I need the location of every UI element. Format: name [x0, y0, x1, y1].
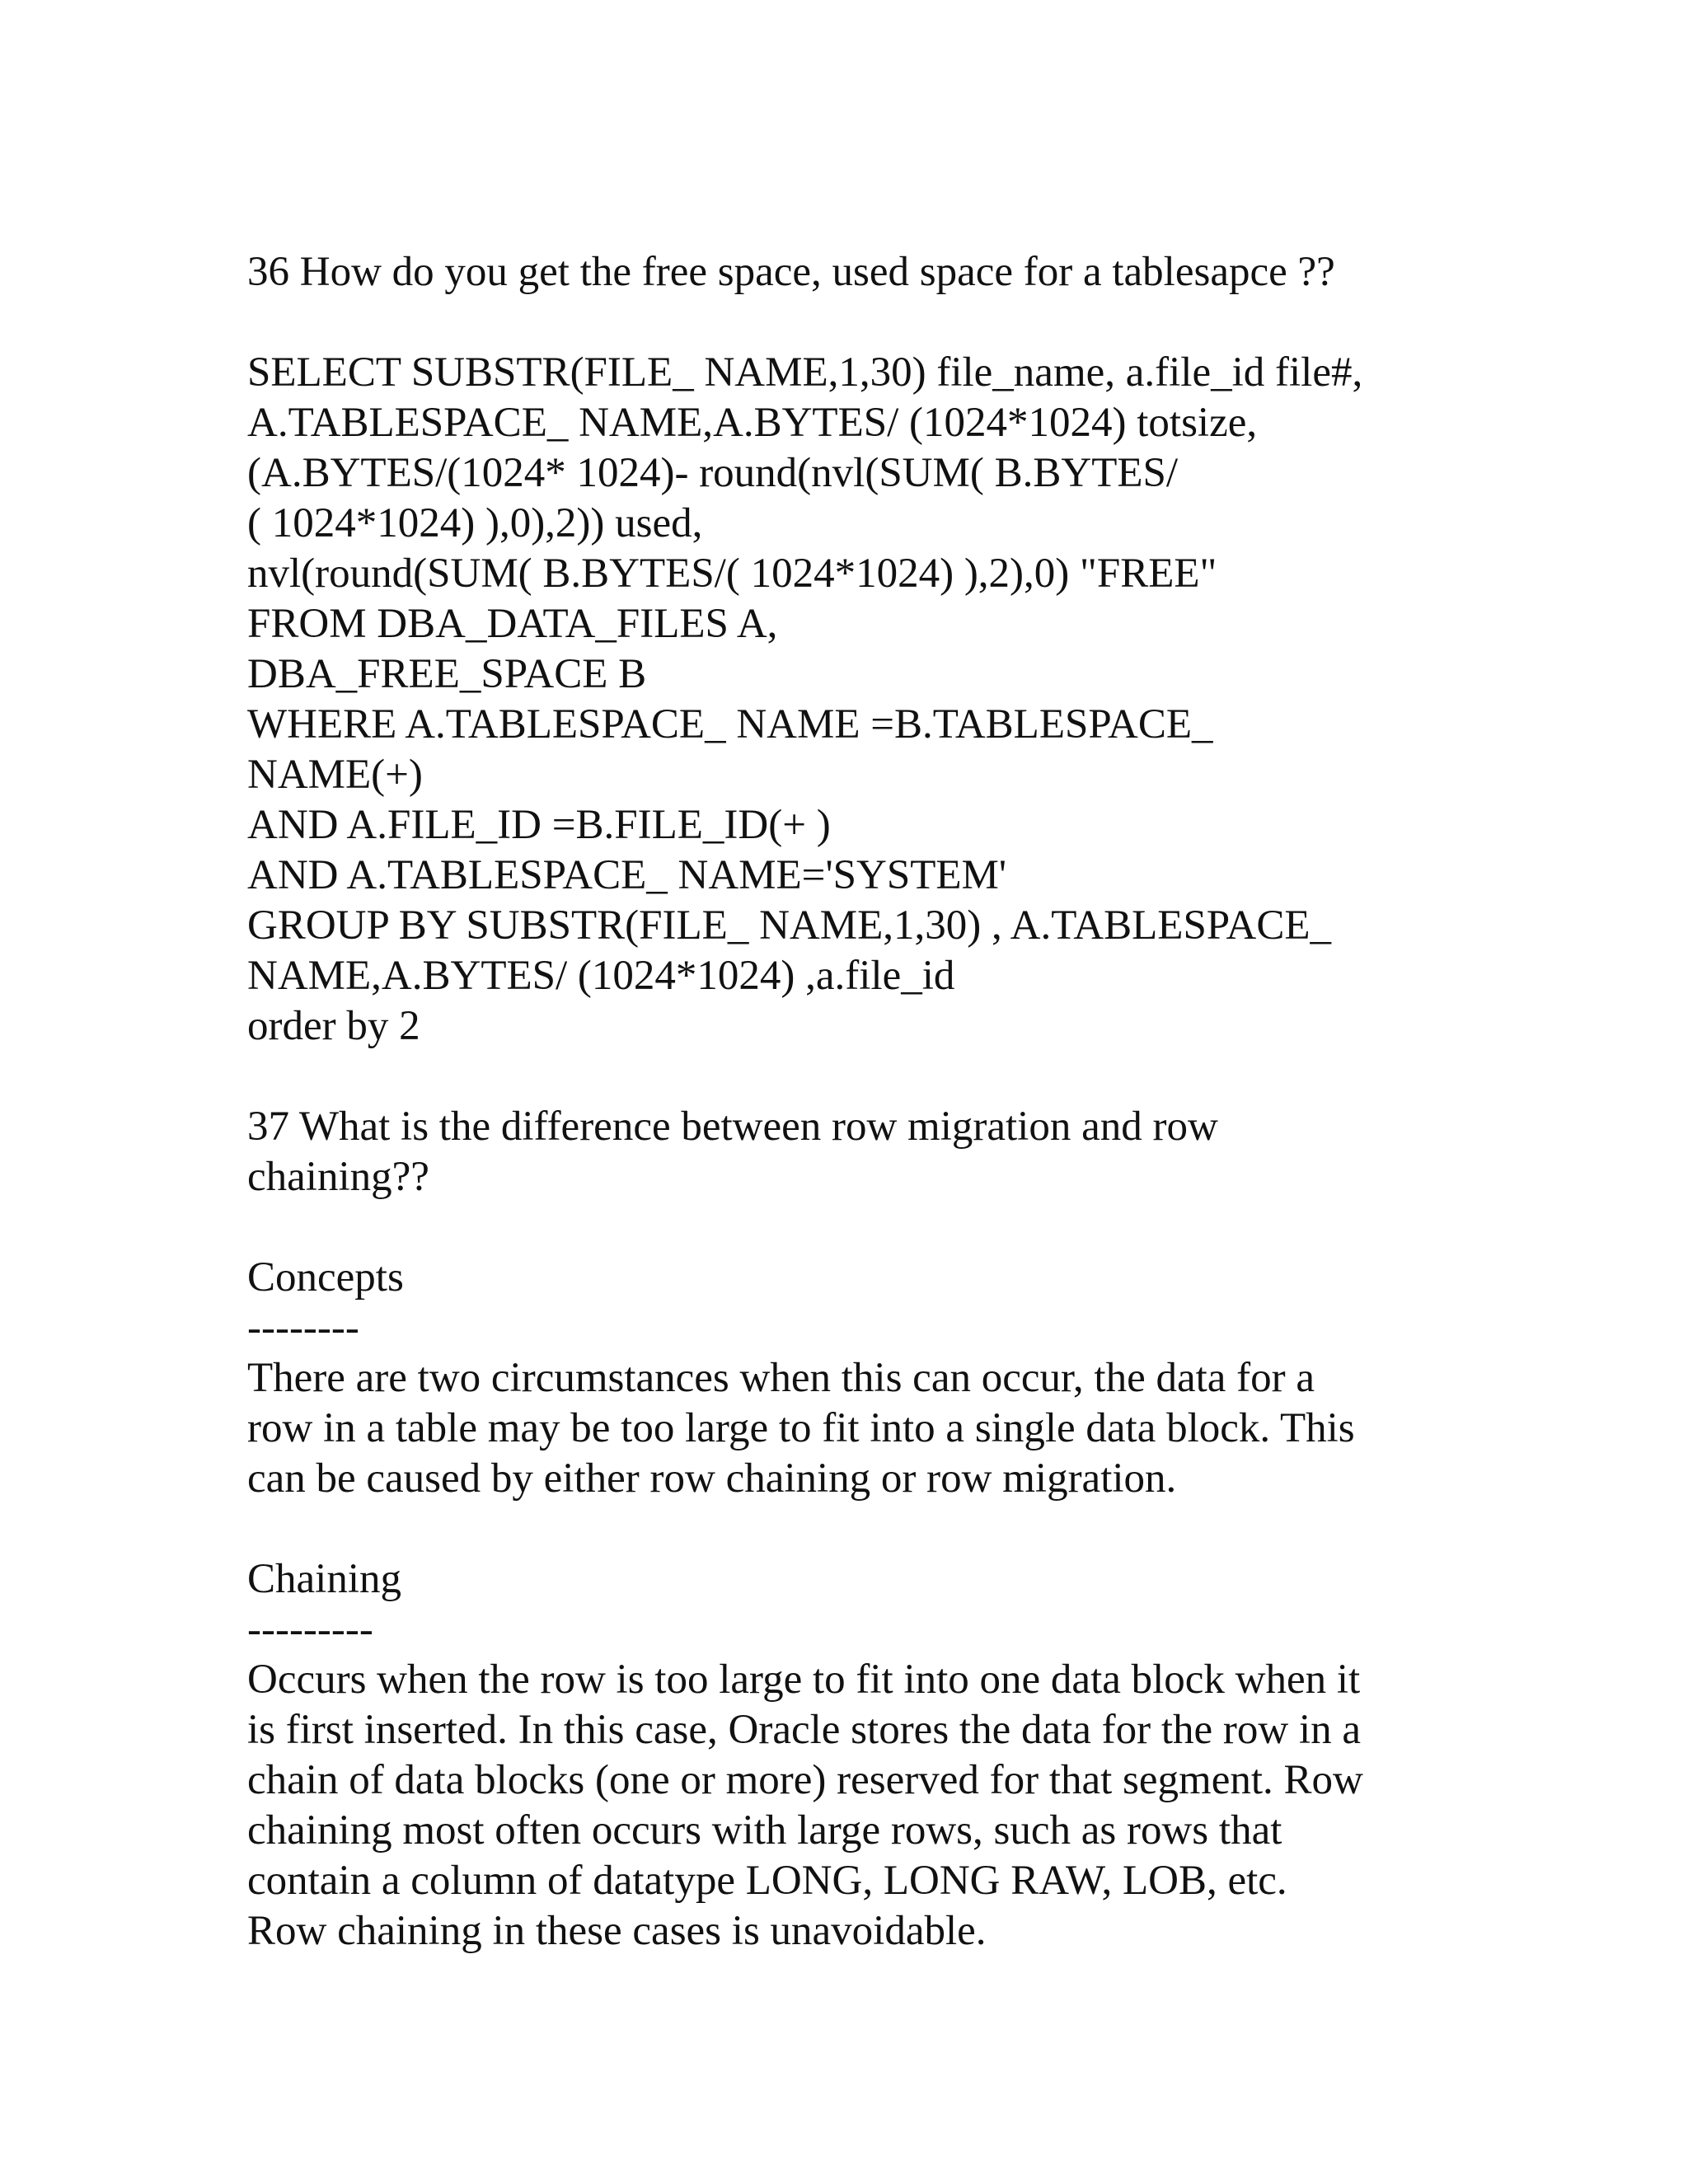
blank-line	[247, 298, 1451, 348]
page-content	[247, 247, 1451, 1957]
sql-line: order by 2	[247, 1003, 420, 1049]
section-rule: --------	[247, 1305, 359, 1351]
chaining-section	[247, 1554, 1451, 1957]
paragraph-line: is first inserted. In this case, Oracle stores the data for the row in a	[247, 1707, 1362, 1753]
sql-line: NAME,A.BYTES/ (1024*1024) ,a.file_id	[247, 953, 955, 999]
section-title: Concepts	[247, 1254, 404, 1301]
sql-query-block	[247, 348, 1451, 1052]
blank-line	[247, 1504, 1451, 1554]
paragraph-line: chain of data blocks (one or more) reserved for that segment. Row	[247, 1757, 1363, 1803]
paragraph-line: contain a column of datatype LONG, LONG RAW, LOB, etc.	[247, 1858, 1287, 1904]
sql-line: (A.BYTES/(1024* 1024)- round(nvl(SUM( B.BYTES/	[247, 450, 1179, 496]
paragraph-line: Row chaining in these cases is unavoidable.	[247, 1908, 987, 1954]
sql-line: A.TABLESPACE_ NAME,A.BYTES/ (1024*1024) totsize,	[247, 400, 1258, 446]
paragraph-line: chaining most often occurs with large rows, such as rows that	[247, 1807, 1282, 1854]
sql-line: WHERE A.TABLESPACE_ NAME =B.TABLESPACE_	[247, 701, 1213, 748]
concepts-section	[247, 1253, 1451, 1504]
paragraph-line: row in a table may be too large to fit into a single data block. This	[247, 1405, 1355, 1451]
sql-line: AND A.FILE_ID =B.FILE_ID(+ )	[247, 802, 831, 848]
paragraph-line: can be caused by either row chaining or row migration.	[247, 1455, 1177, 1502]
section-title: Chaining	[247, 1556, 401, 1602]
sql-line: FROM DBA_DATA_FILES A,	[247, 601, 778, 647]
paragraph-line: There are two circumstances when this can occur, the data for a	[247, 1355, 1315, 1401]
paragraph-line: Occurs when the row is too large to fit into one data block when it	[247, 1657, 1361, 1703]
blank-line	[247, 1202, 1451, 1253]
question-37-heading-line: 37 What is the difference between row migration and row	[247, 1104, 1218, 1150]
section-rule: ---------	[247, 1606, 373, 1652]
sql-line: DBA_FREE_SPACE B	[247, 651, 647, 697]
blank-line	[247, 1052, 1451, 1102]
sql-line: GROUP BY SUBSTR(FILE_ NAME,1,30) , A.TABLESPACE_	[247, 902, 1331, 949]
sql-line: NAME(+)	[247, 752, 423, 798]
sql-line: SELECT SUBSTR(FILE_ NAME,1,30) file_name, a.file_id file#,	[247, 349, 1363, 396]
sql-line: ( 1024*1024) ),0),2)) used,	[247, 500, 703, 546]
sql-line: nvl(round(SUM( B.BYTES/( 1024*1024) ),2),0) "FREE"	[247, 551, 1217, 597]
question-37-heading-line: chaining??	[247, 1154, 429, 1200]
sql-line: AND A.TABLESPACE_ NAME='SYSTEM'	[247, 852, 1007, 898]
question-36-heading: 36 How do you get the free space, used space for a tablesapce ??	[247, 249, 1335, 295]
question-37-heading	[247, 1102, 1451, 1202]
